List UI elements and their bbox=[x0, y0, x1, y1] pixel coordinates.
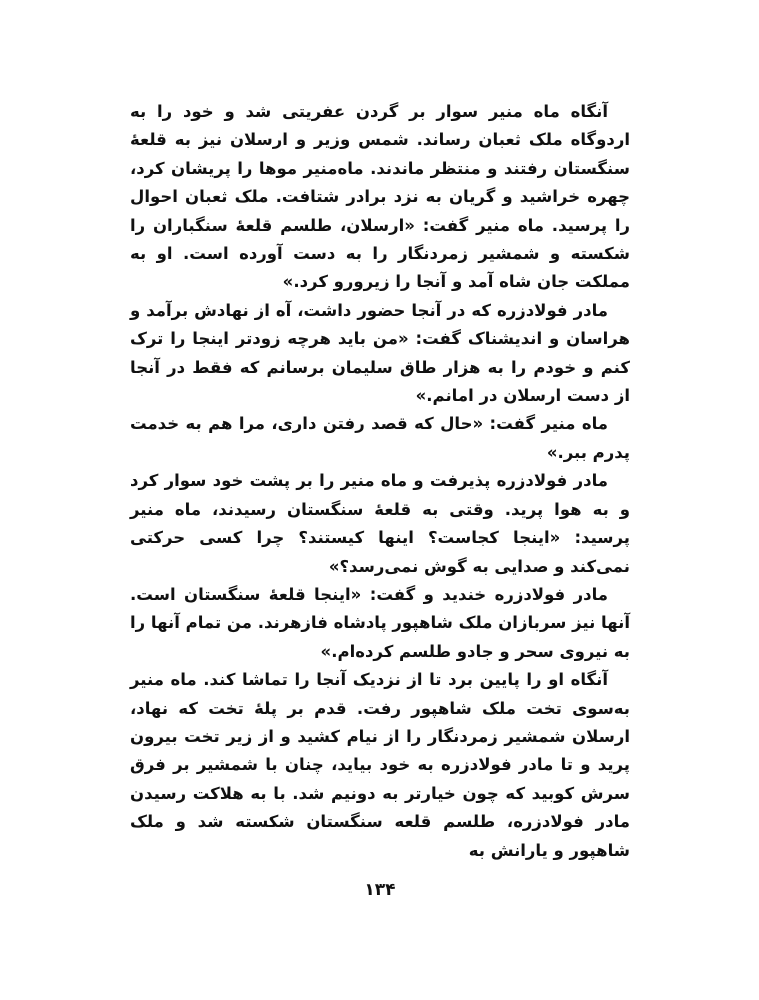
page-number: ۱۳۴ bbox=[364, 880, 396, 900]
paragraph: آنگاه ماه منیر سوار بر گردن عفریتی شد و خود را به اردوگاه ملک ثعبان رساند. شمس وزیر و ارسلان نیز به قلعهٔ سنگستان رفتند و منتظر ماندند. ماه‌منیر موها را پریشان کرد، چهره خراشید و گریان به نزد برادر شتافت. ملک ثعبان احوال را پرسید. ماه منیر گفت: «ارسلان، طلسم قلعهٔ سنگباران را شکسته و شمشیر زمردنگار را به دست آورده است. او به مملکت جان شاه آمد و آنجا را زیرورو کرد.» bbox=[130, 102, 630, 292]
paragraph: آنگاه او را پایین برد تا از نزدیک آنجا را تماشا کند. ماه منیر به‌سوی تخت ملک شاهپور رفت. قدم بر پلهٔ تخت که نهاد، ارسلان شمشیر زمردنگار را از نیام کشید و از زیر تخت بیرون پرید و تا مادر فولادزره به خود بیاید، چنان با شمشیر بر فرق سرش کوبید که چون خیارتر به دونیم شد. با به هلاکت رسیدن مادر فولادزره، طلسم قلعه سنگستان شکسته شد و ملک شاهپور و یارانش به bbox=[130, 670, 630, 860]
paragraph: مادر فولادزره خندید و گفت: «اینجا قلعهٔ سنگستان است. آنها نیز سربازان ملک شاهپور پادشاه فازهرند. من تمام آنها را به نیروی سحر و جادو طلسم کرده‌ام.» bbox=[130, 584, 630, 661]
paragraph: ماه منیر گفت: «حال که قصد رفتن داری، مرا هم به خدمت پدرم ببر.» bbox=[130, 414, 630, 462]
paragraph: مادر فولادزره پذیرفت و ماه منیر را بر پشت خود سوار کرد و به هوا پرید. وقتی به قلعهٔ سنگستان رسیدند، ماه منیر پرسید: «اینجا کجاست؟ اینها کیستند؟ چرا کسی حرکتی نمی‌کند و صدایی به گوش نمی‌رسد؟» bbox=[130, 471, 630, 576]
paragraph: مادر فولادزره که در آنجا حضور داشت، آه از نهادش برآمد و هراسان و اندیشناک گفت: «من باید هرچه زودتر اینجا را ترک کنم و خودم را به هزار طاق سلیمان برسانم که فقط در آنجا از دست ارسلان در امانم.» bbox=[130, 300, 630, 406]
body-text bbox=[130, 98, 630, 865]
